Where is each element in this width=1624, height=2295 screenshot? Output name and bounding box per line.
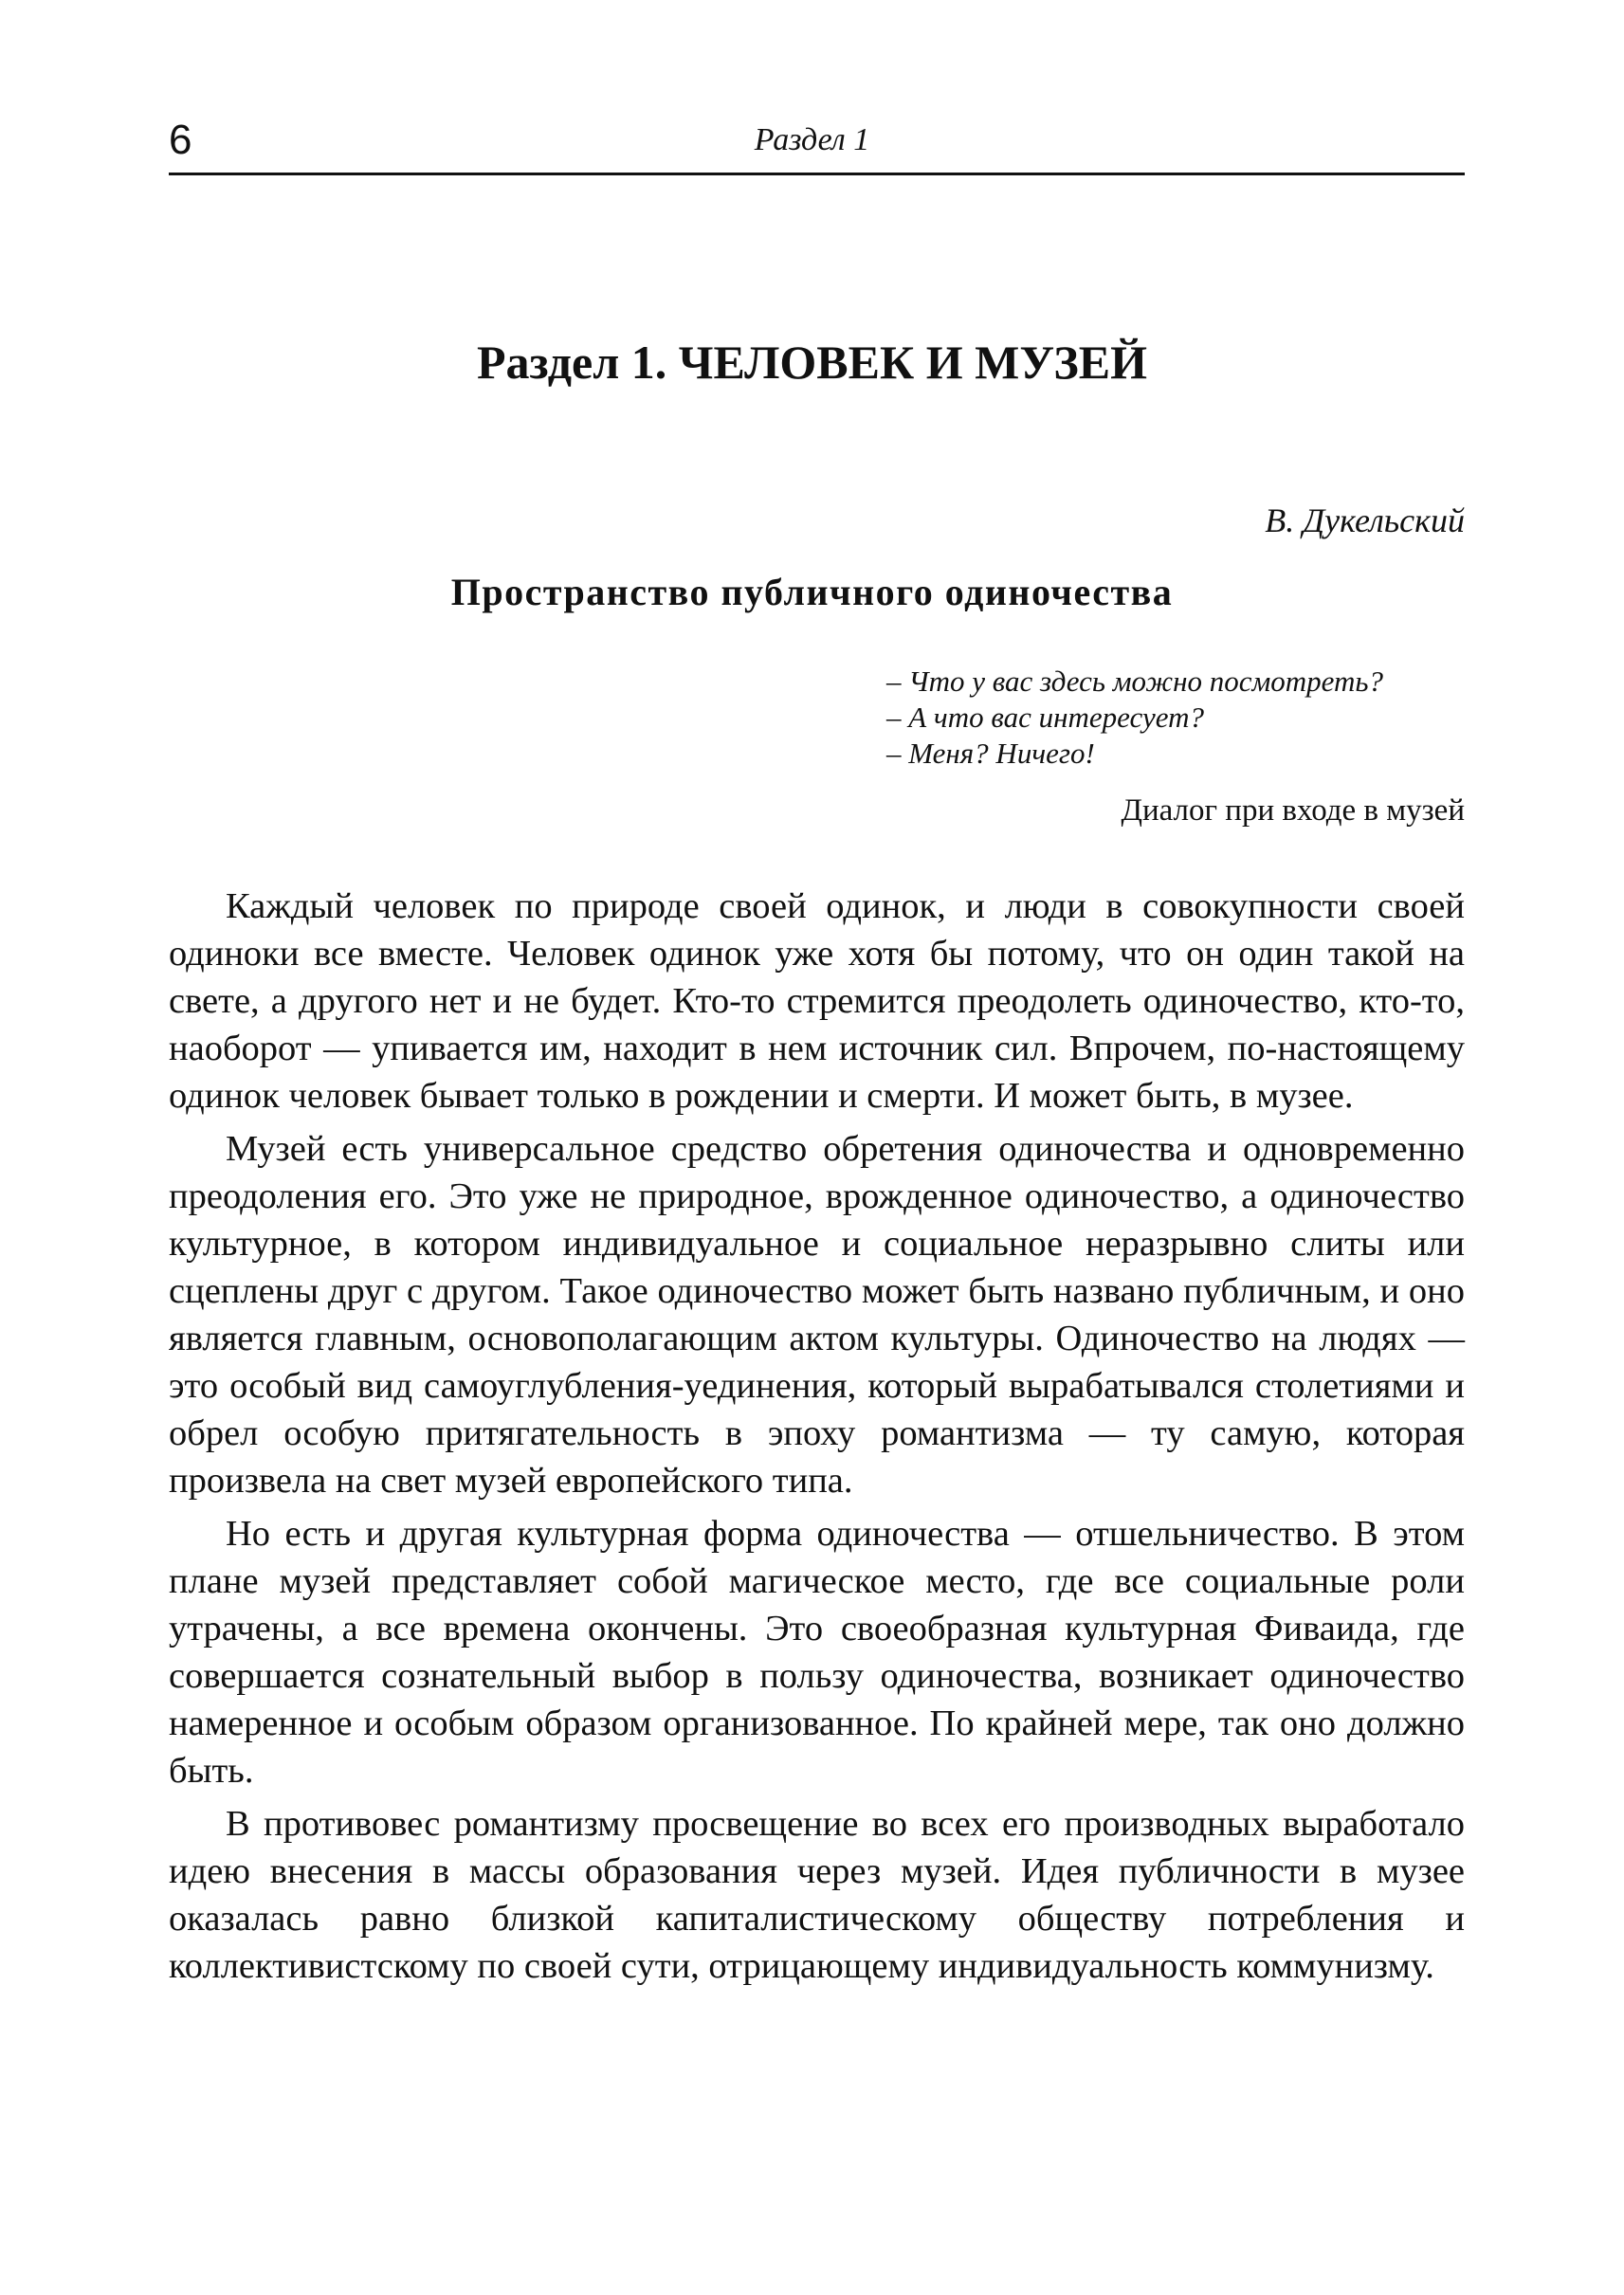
epigraph-source: Диалог при входе в музей [1121,793,1465,828]
epigraph-line: – А что вас интересует? [886,701,1205,734]
epigraph-line: – Меня? Ничего! [886,737,1095,770]
author: В. Дукельский [1265,501,1465,539]
paragraph: Музей есть универсальное средство обретения одиночества и одновременно преодоления его. Это уже не природное, врожденное одиночество, а одиночество культурное, в котором индивидуальное и социальное неразрывно слиты или сцеплены друг с другом. Такое одиночество может быть названо публичным, и оно является главным, основополагающим актом культуры. Одиночество на людях — это особый вид самоуглубления-уединения, который вырабатывался столетиями и обрел особую притягательность в эпоху романтизма — ту самую, которая произвела на свет музей европейского типа. [169,1129,1465,1501]
running-head: Раздел 1 [754,122,870,157]
header-rule [169,173,1465,175]
paragraph: Но есть и другая культурная форма одиночества — отшельничество. В этом плане музей представляет собой магическое место, где все социальные роли утрачены, а все времена окончены. Это своеобразная культурная Фиваида, где совершается сознательный выбор в пользу одиночества, возникает одиночество намеренное и особым образом организованное. По крайней мере, так оно должно быть. [169,1514,1465,1791]
epigraph-line: – Что у вас здесь можно посмотреть? [886,665,1383,698]
paragraph: В противовес романтизму просвещение во всех его производных выработало идею внесения в массы образования через музей. Идея публичности в музее оказалась равно близкой капиталистическому обществу потребления и коллективистскому по своей сути, отрицающему индивидуальность коммунизму. [169,1804,1465,1986]
epigraph [886,664,1383,772]
article-title: Пространство публичного одиночества [450,571,1174,613]
paragraph: Каждый человек по природе своей одинок, и люди в совокупности своей одиноки все вместе. Человек одинок уже хотя бы потому, что он один такой на свете, а другого нет и не будет. Кто-то стремится преодолеть одиночество, кто-то, наоборот — упивается им, находит в нем источник сил. Впрочем, по-настоящему одинок человек бывает только в рождении и смерти. И может быть, в музее. [169,886,1465,1116]
page-number: 6 [169,117,192,163]
body-text [169,883,1465,1990]
section-title: Раздел 1. ЧЕЛОВЕК И МУЗЕЙ [476,336,1147,389]
